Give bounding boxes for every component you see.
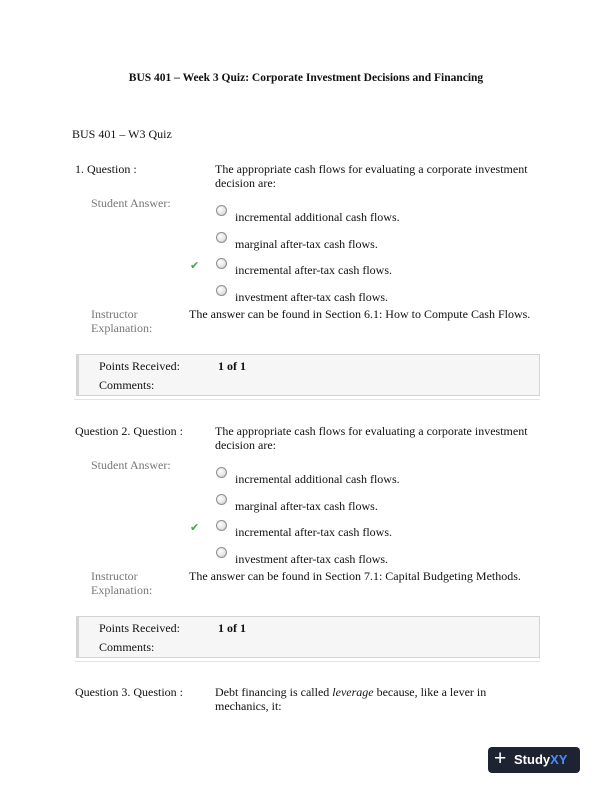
studyxy-logo: [488, 747, 580, 773]
student-answer-label: Student Answer:: [91, 458, 171, 472]
logo-wordmark: [514, 752, 567, 767]
radio-icon: [216, 205, 227, 216]
answer-option-text: investment after-tax cash flows.: [235, 552, 389, 566]
answer-option: [0, 547, 612, 565]
answer-option-text: marginal after-tax cash flows.: [235, 499, 378, 513]
instructor-label-line1: Instructor: [91, 307, 138, 321]
points-box: [76, 354, 540, 396]
instructor-explanation-text: The answer can be found in Section 6.1: How to Compute Cash Flows.: [189, 307, 531, 321]
answer-option-text: incremental additional cash flows.: [235, 472, 400, 486]
radio-icon: [216, 285, 227, 296]
question-number: Question 3. Question :: [75, 685, 183, 699]
answer-option: [0, 205, 612, 223]
question-text-end: because, like a lever in mechanics, it:: [215, 685, 487, 713]
question-text: The appropriate cash flows for evaluating a corporate investment decision are:: [215, 424, 528, 452]
radio-icon: [216, 258, 227, 269]
answer-option: [0, 285, 612, 303]
instructor-label-line1: Instructor: [91, 569, 138, 583]
instructor-explanation-label: [91, 569, 181, 597]
question-text: [215, 685, 540, 713]
question-text-emphasis: leverage: [332, 685, 374, 699]
points-received-value: 1 of 1: [218, 359, 246, 373]
radio-icon: [216, 467, 227, 478]
points-received-label: Points Received:: [99, 621, 180, 635]
answer-option-text: investment after-tax cash flows.: [235, 290, 389, 304]
instructor-explanation-text: The answer can be found in Section 7.1: Capital Budgeting Methods.: [189, 569, 521, 583]
question-number: Question 2. Question :: [75, 424, 183, 438]
question-3: [0, 685, 612, 725]
question-text: The appropriate cash flows for evaluating a corporate investment decision are:: [215, 162, 528, 190]
checkmark-icon: ✔: [190, 259, 200, 272]
answer-option: [0, 467, 612, 485]
question-2: [0, 424, 612, 664]
answer-option: [0, 232, 612, 250]
question-number: 1. Question :: [75, 162, 137, 176]
instructor-label-line2: Explanation:: [91, 321, 153, 335]
radio-icon: [216, 547, 227, 558]
student-answer-label: Student Answer:: [91, 196, 171, 210]
logo-text-accent: XY: [550, 752, 568, 767]
radio-icon: [216, 232, 227, 243]
divider: [74, 661, 540, 662]
comments-label: Comments:: [99, 378, 155, 392]
divider: [74, 399, 540, 400]
radio-icon: [216, 520, 227, 531]
question-1: [0, 162, 612, 402]
instructor-explanation-label: [91, 307, 181, 335]
answer-option-correct: [0, 258, 612, 276]
document-title: BUS 401 – Week 3 Quiz: Corporate Investment Decisions and Financing: [128, 72, 484, 84]
answer-option-text: incremental after-tax cash flows.: [235, 263, 393, 277]
answer-option-text: incremental additional cash flows.: [235, 210, 400, 224]
points-received-value: 1 of 1: [218, 621, 246, 635]
quiz-name: BUS 401 – W3 Quiz: [72, 127, 172, 141]
checkmark-icon: ✔: [190, 521, 200, 534]
answer-option-text: incremental after-tax cash flows.: [235, 525, 393, 539]
instructor-label-line2: Explanation:: [91, 583, 153, 597]
answer-option: [0, 494, 612, 512]
plus-icon: +: [494, 747, 507, 770]
points-box: [76, 616, 540, 658]
answer-option-text: marginal after-tax cash flows.: [235, 237, 378, 251]
logo-text-main: Study: [514, 752, 551, 767]
radio-icon: [216, 494, 227, 505]
comments-label: Comments:: [99, 640, 155, 654]
question-text-start: Debt financing is called: [215, 685, 333, 699]
points-received-label: Points Received:: [99, 359, 180, 373]
answer-option-correct: [0, 520, 612, 538]
